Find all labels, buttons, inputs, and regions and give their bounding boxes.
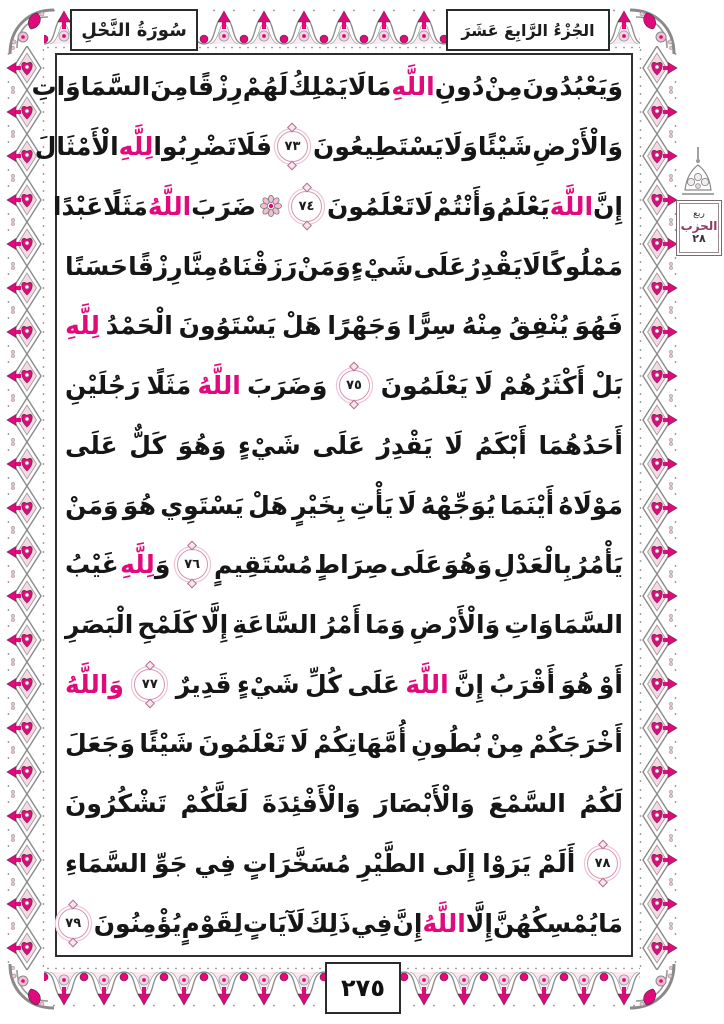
- verse-marker: [58, 908, 89, 939]
- word: وَمَنْ: [65, 490, 119, 520]
- verse-number: ٧٨: [594, 855, 611, 871]
- left-border-ornament: [6, 46, 46, 970]
- word: وَجَهْرًا: [327, 311, 402, 341]
- word: تَضْرِبُوا: [153, 132, 237, 162]
- word: السَّمْعَ: [488, 789, 566, 819]
- word: عَبْدًا: [52, 191, 104, 221]
- word: لَآيَاتٍ: [242, 908, 306, 938]
- word: عَلَى: [65, 430, 118, 460]
- verse-number: ٧٧: [141, 676, 158, 692]
- word: وَيَعْبُدُونَ: [522, 72, 623, 102]
- word: شَيْءٍ: [236, 669, 300, 699]
- quran-line: [52, 176, 623, 236]
- word: إِلَّا: [465, 908, 493, 938]
- word: وَهُوَ: [177, 430, 227, 460]
- word: مَثَلًا: [103, 191, 148, 221]
- word: جَوِّ: [154, 848, 188, 878]
- word: كَلٌّ: [129, 430, 167, 460]
- quran-line: [65, 535, 623, 595]
- word: شَيْئًا: [139, 729, 194, 759]
- corner-ornament-icon: [4, 962, 56, 1014]
- word: وَالْأَبْصَارَ: [374, 789, 475, 819]
- word: مَمْلُوكًا: [540, 251, 623, 281]
- word: وَالْأَفْئِدَةَ: [262, 789, 361, 819]
- word: يَسْتَوِي: [160, 490, 244, 520]
- word: هُوَ: [560, 669, 594, 699]
- word: يُوَجِّهْهُ: [420, 490, 496, 520]
- word: وَمَنْ: [297, 251, 351, 281]
- verse-marker: [587, 848, 618, 879]
- word: وَأَنْتُمْ: [433, 191, 497, 221]
- word: أَكْثَرُهُمْ: [499, 371, 586, 401]
- quran-line: [65, 296, 623, 356]
- word: يَعْلَمُ: [496, 191, 550, 221]
- word: فَلَا: [236, 132, 272, 162]
- word: أَخْرَجَكُمْ: [528, 729, 623, 759]
- allah-word: اللَّهَ: [405, 669, 449, 699]
- quran-line: [65, 415, 623, 475]
- word: مُسَخَّرَاتٍ: [242, 848, 351, 878]
- word: أُمَّهَاتِكُمْ: [313, 729, 407, 759]
- allah-word: اللَّهُ: [147, 191, 192, 221]
- hizb-quarter-label: ربع: [693, 209, 705, 220]
- quran-lines: [31, 57, 623, 953]
- corner-ornament-icon: [628, 4, 680, 56]
- verse-number: ٧٤: [298, 198, 315, 214]
- quran-line: [65, 595, 623, 655]
- allah-word: اللَّهُ: [422, 908, 466, 938]
- word: أَلَمْ: [537, 848, 576, 878]
- word: لَكُمُ: [579, 789, 623, 819]
- quran-line: [65, 356, 623, 416]
- hizb-quarter-marker: [676, 200, 722, 256]
- verse-marker: [339, 370, 370, 401]
- word: فِي: [194, 848, 237, 878]
- juz-title: الجُزْءُ الرَّابِعَ عَشَرَ: [461, 20, 595, 40]
- word: كُلِّ: [305, 669, 342, 699]
- word: إِنَّ: [392, 908, 423, 938]
- word: يَسْتَوُونَ: [178, 311, 277, 341]
- word: صِرَاطٍ: [314, 550, 389, 580]
- word: لَا: [444, 430, 464, 460]
- word: وَالْأَرْضِ: [532, 132, 623, 162]
- word: فَهُوَ: [574, 311, 623, 341]
- word: مِنْهُ: [461, 311, 503, 341]
- word: مَوْلَاهُ: [558, 490, 623, 520]
- word: ذَلِكَ: [305, 908, 351, 938]
- word: رِزْقًا: [128, 251, 183, 281]
- word: لَا: [347, 72, 367, 102]
- word: بِالْعَدْلِ: [493, 550, 572, 580]
- word: أَحَدُهُمَا: [538, 430, 623, 460]
- word: السَّمَاءِ: [65, 848, 148, 878]
- word: شَيْءٍ: [238, 430, 301, 460]
- word: مُسْتَقِيمٍ: [213, 550, 313, 580]
- word: وَضَرَبَ: [246, 371, 328, 401]
- word: مِنْ: [486, 729, 525, 759]
- word: هَلْ: [281, 311, 322, 341]
- quran-line: [34, 117, 623, 177]
- verse-marker: [291, 191, 322, 222]
- text-frame: [31, 53, 633, 957]
- surah-title: سُورَةُ النَّحْلِ: [81, 19, 187, 41]
- word: مِنَ: [150, 72, 189, 102]
- corner-ornament-icon: [4, 4, 56, 56]
- word: شَيْئًا: [477, 132, 533, 162]
- word: يَقْدِرُ: [376, 430, 433, 460]
- word: رَزَقْنَاهُ: [217, 251, 298, 281]
- word: أَوْ: [598, 669, 623, 699]
- word: يَعْلَمُونَ: [380, 371, 469, 401]
- page-number-box: [325, 962, 401, 1014]
- word: عَلَى: [389, 550, 443, 580]
- word: ضَرَبَ: [191, 191, 257, 221]
- quran-line: [31, 57, 623, 117]
- word: لَا: [414, 191, 434, 221]
- juz-title-cartouche: [446, 9, 610, 51]
- word: لَا: [290, 729, 309, 759]
- hizb-label: الحزب: [680, 219, 718, 234]
- allah-word: اللَّهَ: [549, 191, 594, 221]
- word: مَا: [366, 72, 392, 102]
- word: يَرَوْا: [482, 848, 532, 878]
- quran-line: [65, 654, 623, 714]
- word: [120, 550, 170, 579]
- word: الْبَصَرِ: [65, 609, 134, 639]
- surah-title-cartouche: [70, 9, 198, 51]
- verse-marker: [134, 669, 165, 700]
- verse-number: ٧٥: [346, 378, 362, 394]
- word: بِخَيْرٍ: [292, 490, 346, 520]
- word: عَلَى: [413, 251, 467, 281]
- word: وَلَا: [443, 132, 478, 162]
- dome-finial-icon: [678, 146, 718, 200]
- word: يَسْتَطِيعُونَ: [312, 132, 444, 162]
- allah-word: لِلَّهِ: [120, 550, 155, 580]
- verse-number: ٧٣: [284, 139, 301, 155]
- verse-marker: [177, 549, 208, 580]
- word: يَأْمُرُ: [573, 550, 623, 580]
- page-number: ٢٧٥: [341, 974, 385, 1002]
- word: حَسَنًا: [65, 251, 129, 281]
- word: الْأَمْثَالَ: [34, 132, 119, 162]
- word: لَهُمْ: [242, 72, 289, 102]
- word: مَثَلًا: [146, 371, 192, 401]
- hizb-rosette-icon: [260, 195, 282, 217]
- word: لَا: [397, 490, 417, 520]
- word: سِرًّا: [407, 311, 457, 341]
- word: إِنَّ: [593, 191, 623, 221]
- word: وَجَعَلَ: [65, 729, 135, 759]
- word: تَشْكُرُونَ: [65, 789, 167, 819]
- word: الطَّيْرِ: [357, 848, 426, 878]
- word: لَعَلَّكُمْ: [180, 789, 249, 819]
- word: إِلَّا: [201, 609, 229, 639]
- word: شَيْءٍ: [350, 251, 414, 281]
- word: وَمَا: [364, 609, 406, 639]
- word: بُطُونِ: [411, 729, 482, 759]
- word: السَّمَاوَاتِ: [31, 72, 151, 102]
- allah-word: اللَّهُ: [197, 371, 241, 401]
- word: يُنْفِقُ: [508, 311, 569, 341]
- word: السَّاعَةِ: [232, 609, 318, 639]
- word: فِي: [350, 908, 393, 938]
- word: لَا: [522, 251, 541, 281]
- word: عَلَى: [312, 430, 365, 460]
- word: يُمْسِكُهُنَّ: [492, 908, 599, 938]
- word: رِزْقًا: [188, 72, 243, 102]
- quran-line: [65, 475, 623, 535]
- word: إِلَى: [432, 848, 476, 878]
- word: يُؤْمِنُونَ: [93, 908, 182, 938]
- verse-marker: [277, 131, 308, 162]
- word: يَمْلِكُ: [288, 72, 348, 102]
- word: السَّمَاوَاتِ: [504, 609, 623, 639]
- word: لَا: [474, 371, 494, 401]
- word: الْحَمْدُ: [105, 311, 173, 341]
- word: لِقَوْمٍ: [181, 908, 243, 938]
- word: قَدِيرٌ: [175, 669, 232, 699]
- word: أَمْرُ: [321, 609, 361, 639]
- word: مِنْ: [484, 72, 523, 102]
- word: إِنَّ: [454, 669, 484, 699]
- word: يَأْتِ: [349, 490, 394, 520]
- word: عَلَى: [347, 669, 400, 699]
- word: كَلَمْحِ: [137, 609, 197, 639]
- quran-line: [65, 714, 623, 774]
- word: تَعْلَمُونَ: [327, 191, 415, 221]
- word: رَجُلَيْنِ: [65, 371, 141, 401]
- quran-line: [65, 893, 623, 953]
- quran-line: [65, 774, 623, 834]
- allah-word: وَاللَّهُ: [65, 669, 124, 699]
- word: تَعْلَمُونَ: [198, 729, 286, 759]
- quran-line: [65, 834, 623, 894]
- hizb-number: ٢٨: [692, 232, 706, 246]
- word: هُوَ: [122, 490, 156, 520]
- word: مِنَّا: [182, 251, 218, 281]
- word: أَقْرَبُ: [489, 669, 556, 699]
- word: أَيْنَمَا: [499, 490, 555, 520]
- allah-word: اللَّهِ: [391, 72, 435, 102]
- allah-word: لِلَّهِ: [65, 311, 100, 341]
- word: وَهُوَ: [443, 550, 493, 580]
- word: هَلْ: [248, 490, 288, 520]
- allah-word: لِلَّهِ: [118, 132, 154, 162]
- word: يَقْدِرُ: [466, 251, 523, 281]
- word: وَالْأَرْضِ: [409, 609, 501, 639]
- corner-ornament-icon: [628, 962, 680, 1014]
- word: أَبْكَمُ: [474, 430, 527, 460]
- right-border-ornament: [638, 46, 678, 970]
- word: دُونِ: [434, 72, 485, 102]
- word: مَا: [598, 908, 623, 938]
- verse-number: ٧٩: [65, 915, 82, 931]
- word: بَلْ: [591, 371, 623, 401]
- quran-line: [65, 236, 623, 296]
- word-part: وَ: [154, 550, 171, 580]
- verse-number: ٧٦: [184, 557, 201, 573]
- word: غَيْبُ: [65, 550, 119, 580]
